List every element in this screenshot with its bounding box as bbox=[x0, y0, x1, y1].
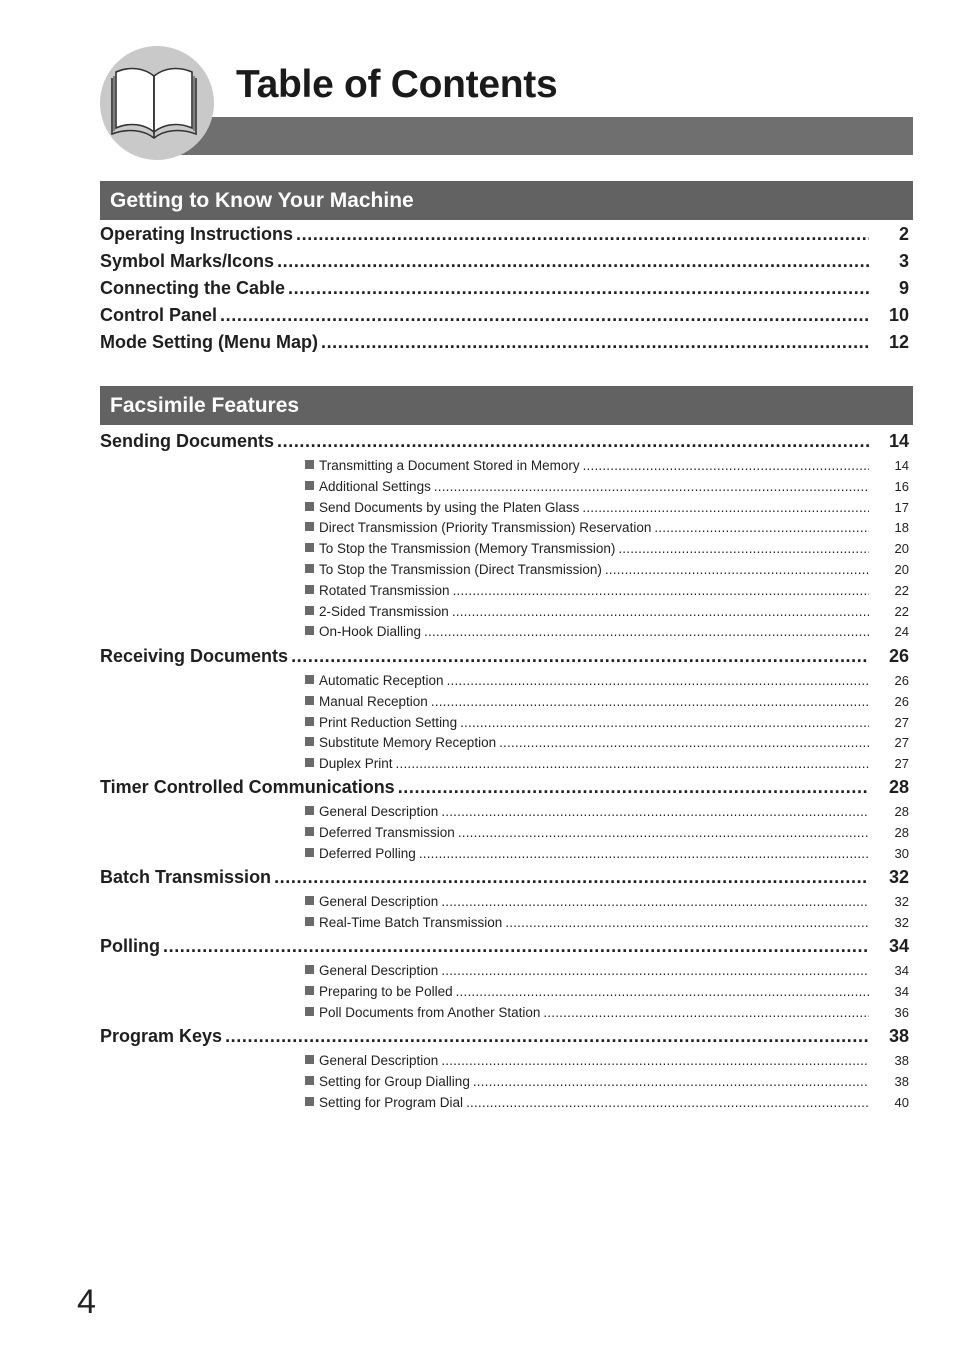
square-bullet-icon bbox=[305, 460, 314, 469]
toc-entry[interactable]: Batch Transmission ..... 32 bbox=[100, 867, 913, 894]
toc-section-getting-to-know bbox=[100, 224, 913, 359]
toc-subentry[interactable]: Poll Documents from Another Station ..... 36 bbox=[100, 1005, 913, 1026]
square-bullet-icon bbox=[305, 522, 314, 531]
toc-entry[interactable]: Polling ..... 34 bbox=[100, 936, 913, 963]
section-heading-facsimile: Facsimile Features bbox=[100, 386, 913, 425]
section-heading-getting-to-know: Getting to Know Your Machine bbox=[100, 181, 913, 220]
toc-subentry[interactable]: Deferred Polling ..... 30 bbox=[100, 846, 913, 867]
toc-group-batch bbox=[100, 867, 913, 936]
square-bullet-icon bbox=[305, 965, 314, 974]
toc-group-polling bbox=[100, 936, 913, 1025]
square-bullet-icon bbox=[305, 848, 314, 857]
square-bullet-icon bbox=[305, 675, 314, 684]
square-bullet-icon bbox=[305, 606, 314, 615]
toc-subentry[interactable]: Real-Time Batch Transmission ..... 32 bbox=[100, 915, 913, 936]
page-title: Table of Contents bbox=[236, 63, 558, 106]
toc-subentry[interactable]: Rotated Transmission ..... 22 bbox=[100, 583, 913, 604]
toc-group-timer bbox=[100, 777, 913, 866]
toc-subentry[interactable]: Preparing to be Polled ..... 34 bbox=[100, 984, 913, 1005]
toc-entry[interactable]: Timer Controlled Communications ..... 28 bbox=[100, 777, 913, 804]
page-header bbox=[0, 0, 954, 170]
square-bullet-icon bbox=[305, 717, 314, 726]
toc-subentry[interactable]: Automatic Reception ..... 26 bbox=[100, 673, 913, 694]
toc-subentry[interactable]: Print Reduction Setting ..... 27 bbox=[100, 715, 913, 736]
toc-subentry[interactable]: Manual Reception ..... 26 bbox=[100, 694, 913, 715]
toc-entry[interactable]: Symbol Marks/Icons ..... 3 bbox=[100, 251, 913, 278]
toc-subentry[interactable]: Transmitting a Document Stored in Memory ..... 14 bbox=[100, 458, 913, 479]
toc-entry[interactable]: Connecting the Cable ..... 9 bbox=[100, 278, 913, 305]
toc-subentry[interactable]: Send Documents by using the Platen Glass ..... 17 bbox=[100, 500, 913, 521]
toc-subentry[interactable]: Substitute Memory Reception ..... 27 bbox=[100, 735, 913, 756]
square-bullet-icon bbox=[305, 564, 314, 573]
square-bullet-icon bbox=[305, 758, 314, 767]
square-bullet-icon bbox=[305, 1007, 314, 1016]
toc-subentry[interactable]: Duplex Print ..... 27 bbox=[100, 756, 913, 777]
toc-entry[interactable]: Mode Setting (Menu Map) ..... 12 bbox=[100, 332, 913, 359]
toc-subentry[interactable]: On-Hook Dialling ..... 24 bbox=[100, 624, 913, 645]
square-bullet-icon bbox=[305, 827, 314, 836]
square-bullet-icon bbox=[305, 585, 314, 594]
square-bullet-icon bbox=[305, 1097, 314, 1106]
open-book-icon bbox=[100, 46, 214, 160]
toc-subentry[interactable]: To Stop the Transmission (Memory Transmission) ..... 20 bbox=[100, 541, 913, 562]
square-bullet-icon bbox=[305, 896, 314, 905]
toc-subentry[interactable]: Deferred Transmission ..... 28 bbox=[100, 825, 913, 846]
toc-group-sending bbox=[100, 431, 913, 645]
square-bullet-icon bbox=[305, 502, 314, 511]
toc-subentry[interactable]: To Stop the Transmission (Direct Transmission) ..... 20 bbox=[100, 562, 913, 583]
square-bullet-icon bbox=[305, 626, 314, 635]
toc-subentry[interactable]: Additional Settings ..... 16 bbox=[100, 479, 913, 500]
toc-subentry[interactable]: Setting for Group Dialling ..... 38 bbox=[100, 1074, 913, 1095]
toc-subentry[interactable]: General Description ..... 28 bbox=[100, 804, 913, 825]
square-bullet-icon bbox=[305, 917, 314, 926]
toc-entry[interactable]: Sending Documents ..... 14 bbox=[100, 431, 913, 458]
toc-entry[interactable]: Control Panel ..... 10 bbox=[100, 305, 913, 332]
toc-group-receiving bbox=[100, 646, 913, 777]
square-bullet-icon bbox=[305, 737, 314, 746]
toc-subentry[interactable]: Setting for Program Dial ..... 40 bbox=[100, 1095, 913, 1116]
toc-subentry[interactable]: General Description ..... 32 bbox=[100, 894, 913, 915]
square-bullet-icon bbox=[305, 481, 314, 490]
toc-entry[interactable]: Program Keys ..... 38 bbox=[100, 1026, 913, 1053]
toc-group-program-keys bbox=[100, 1026, 913, 1115]
toc-subentry[interactable]: Direct Transmission (Priority Transmission) Reservation ..... 18 bbox=[100, 520, 913, 541]
title-bar bbox=[160, 117, 913, 155]
toc-entry[interactable]: Receiving Documents ..... 26 bbox=[100, 646, 913, 673]
page-number: 4 bbox=[77, 1283, 96, 1321]
square-bullet-icon bbox=[305, 1055, 314, 1064]
square-bullet-icon bbox=[305, 696, 314, 705]
toc-entry[interactable]: Operating Instructions ..... 2 bbox=[100, 224, 913, 251]
toc-subentry[interactable]: General Description ..... 34 bbox=[100, 963, 913, 984]
toc-subentry[interactable]: General Description ..... 38 bbox=[100, 1053, 913, 1074]
square-bullet-icon bbox=[305, 806, 314, 815]
toc-subentry[interactable]: 2-Sided Transmission ..... 22 bbox=[100, 604, 913, 625]
square-bullet-icon bbox=[305, 543, 314, 552]
square-bullet-icon bbox=[305, 986, 314, 995]
square-bullet-icon bbox=[305, 1076, 314, 1085]
